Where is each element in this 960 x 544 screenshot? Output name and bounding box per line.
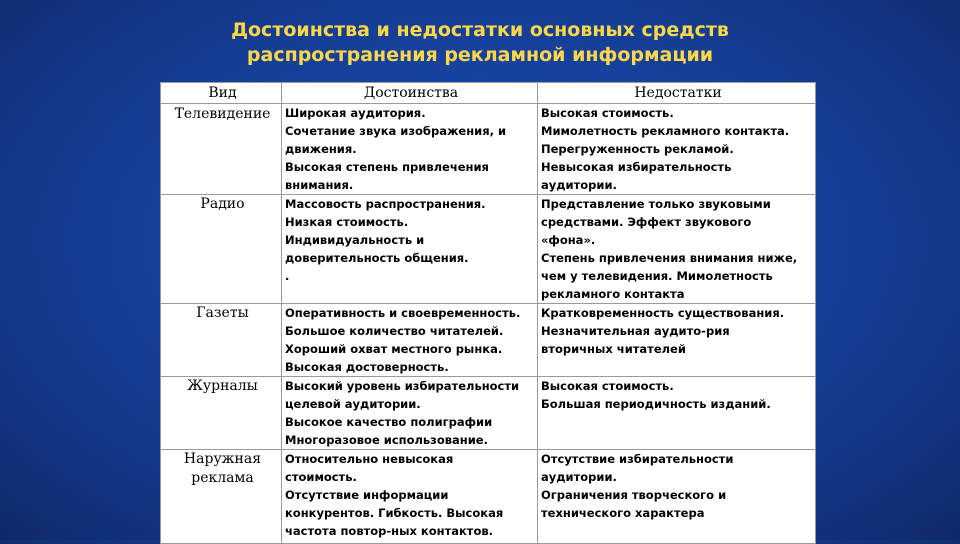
cons-line: средствами. Эффект звукового bbox=[541, 215, 752, 229]
cons-line: Перегруженность рекламой. bbox=[541, 142, 734, 156]
header-kind: Вид bbox=[161, 83, 282, 104]
row-kind-outdoor bbox=[161, 450, 282, 544]
table-header-row bbox=[161, 83, 816, 104]
slide-title-line-1: Достоинства и недостатки основных средств bbox=[231, 19, 729, 41]
pros-line: Оперативность и своевременность. bbox=[285, 306, 521, 320]
header-pros: Достоинства bbox=[282, 83, 538, 104]
pros-line: Высокая достоверность. bbox=[285, 360, 449, 374]
pros-line: Многоразовое использование. bbox=[285, 433, 488, 447]
cons-line: рекламного контакта bbox=[541, 287, 685, 301]
row-pros-magazines bbox=[282, 377, 538, 450]
cons-line: Мимолетность рекламного контакта. bbox=[541, 124, 790, 138]
table-row bbox=[161, 377, 816, 450]
pros-line: движения. bbox=[285, 142, 357, 156]
cons-line: Невысокая избирательность bbox=[541, 160, 732, 174]
cons-line: Высокая стоимость. bbox=[541, 379, 674, 393]
cons-line: чем у телевидения. Мимолетность bbox=[541, 269, 773, 283]
comparison-table bbox=[160, 82, 816, 544]
pros-line: конкурентов. Гибкость. Высокая bbox=[285, 506, 504, 520]
outdoor-label-line-1: Наружная bbox=[183, 451, 262, 467]
row-pros-newspapers bbox=[282, 304, 538, 377]
pros-line: частота повтор-ных контактов. bbox=[285, 524, 494, 538]
pros-line: Относительно невысокая bbox=[285, 452, 454, 466]
table-row bbox=[161, 104, 816, 195]
row-cons-magazines bbox=[538, 377, 816, 450]
pros-line: Высокий уровень избирательности bbox=[285, 379, 520, 393]
row-kind-newspapers: Газеты bbox=[161, 304, 282, 377]
cons-line: «фона». bbox=[541, 233, 596, 247]
cons-line: аудитории. bbox=[541, 178, 617, 192]
row-cons-radio bbox=[538, 195, 816, 304]
outdoor-label-line-2: реклама bbox=[191, 470, 254, 486]
pros-line: Индивидуальность и bbox=[285, 233, 425, 247]
row-cons-newspapers bbox=[538, 304, 816, 377]
pros-line: Низкая стоимость. bbox=[285, 215, 409, 229]
table-row bbox=[161, 304, 816, 377]
cons-line: Степень привлечения внимания ниже, bbox=[541, 251, 798, 265]
pros-line: стоимость. bbox=[285, 470, 357, 484]
cons-line: Незначительная аудито-рия bbox=[541, 324, 730, 338]
row-cons-outdoor bbox=[538, 450, 816, 544]
cons-line: Представление только звуковыми bbox=[541, 197, 771, 211]
pros-line: целевой аудитории. bbox=[285, 397, 421, 411]
cons-line: Ограничения творческого и bbox=[541, 488, 727, 502]
pros-line: Массовость распространения. bbox=[285, 197, 486, 211]
cons-line: Кратковременность существования. bbox=[541, 306, 785, 320]
row-kind-magazines: Журналы bbox=[161, 377, 282, 450]
cons-line: Отсутствие избирательности bbox=[541, 452, 734, 466]
slide-title-line-2: распространения рекламной информации bbox=[246, 44, 714, 66]
row-cons-tv bbox=[538, 104, 816, 195]
pros-line: Отсутствие информации bbox=[285, 488, 449, 502]
cons-line: Большая периодичность изданий. bbox=[541, 397, 771, 411]
pros-line: Сочетание звука изображения, и bbox=[285, 124, 507, 138]
pros-line: Высокая степень привлечения bbox=[285, 160, 489, 174]
row-pros-radio bbox=[282, 195, 538, 304]
row-pros-outdoor bbox=[282, 450, 538, 544]
table-row bbox=[161, 450, 816, 544]
row-kind-tv: Телевидение bbox=[161, 104, 282, 195]
pros-line: Высокое качество полиграфии bbox=[285, 415, 493, 429]
cons-line: технического характера bbox=[541, 506, 705, 520]
cons-line: аудитории. bbox=[541, 470, 617, 484]
pros-line: доверительность общения. bbox=[285, 251, 469, 265]
row-pros-tv bbox=[282, 104, 538, 195]
pros-line: внимания. bbox=[285, 178, 354, 192]
cons-line: вторичных читателей bbox=[541, 342, 686, 356]
table-row bbox=[161, 195, 816, 304]
pros-line: . bbox=[285, 269, 290, 283]
pros-line: Хороший охват местного рынка. bbox=[285, 342, 503, 356]
pros-line: Большое количество читателей. bbox=[285, 324, 504, 338]
pros-line: Широкая аудитория. bbox=[285, 106, 426, 120]
header-cons: Недостатки bbox=[538, 83, 816, 104]
slide-title bbox=[0, 18, 960, 68]
row-kind-radio: Радио bbox=[161, 195, 282, 304]
cons-line: Высокая стоимость. bbox=[541, 106, 674, 120]
